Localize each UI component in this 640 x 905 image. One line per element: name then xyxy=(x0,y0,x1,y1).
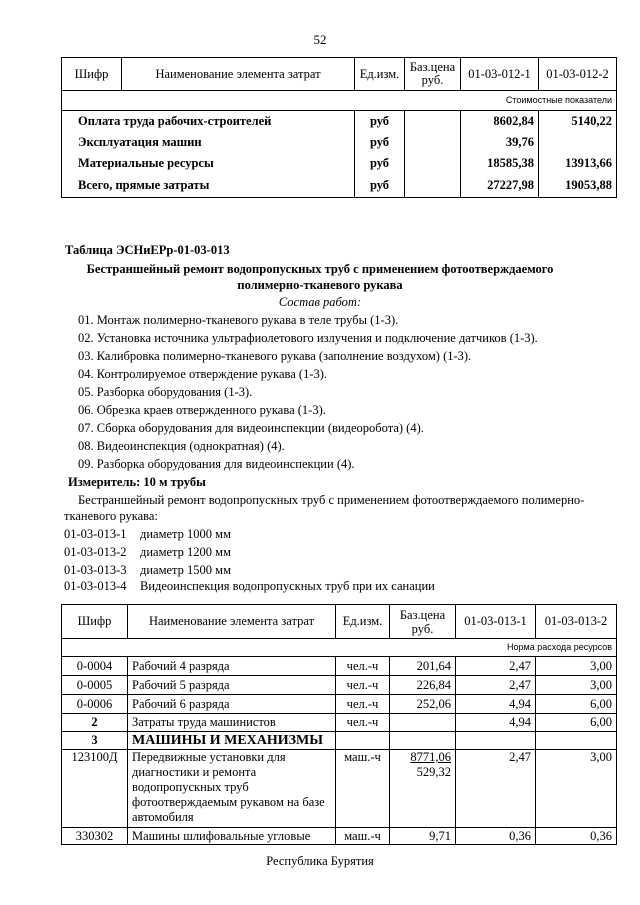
col-header-code: Шифр xyxy=(62,605,128,639)
row-base-price xyxy=(405,132,461,153)
code-text: диаметр 1000 мм xyxy=(140,527,231,541)
table-row xyxy=(62,676,617,695)
code-number: 01-03-013-1 xyxy=(64,527,127,541)
row-value-2: 6,00 xyxy=(536,714,617,732)
code-item xyxy=(64,526,231,542)
table-subheader: Норма расхода ресурсов xyxy=(62,639,617,657)
row-name: Передвижные установки для диагностики и ремонта водопропускных труб фотоотверждаемым рукавом на базе автомобиля xyxy=(128,750,336,828)
row-value-1: 4,94 xyxy=(456,695,536,714)
description-line-2: тканевого рукава: xyxy=(64,509,158,523)
row-value-2: 0,36 xyxy=(536,828,617,845)
col-header-name: Наименование элемента затрат xyxy=(128,605,336,639)
row-unit: чел.-ч xyxy=(336,676,390,695)
row-name: Рабочий 6 разряда xyxy=(128,695,336,714)
row-unit: маш.-ч xyxy=(336,750,390,828)
work-item: 03. Калибровка полимерно-тканевого рукава (заполнение воздухом) (1-3). xyxy=(78,349,472,363)
row-name: Рабочий 4 разряда xyxy=(128,657,336,676)
row-unit: маш.-ч xyxy=(336,828,390,845)
code-item xyxy=(64,562,231,578)
code-text: диаметр 1500 мм xyxy=(140,563,231,577)
col-header-rate-2: 01-03-013-2 xyxy=(536,605,617,639)
row-base-price xyxy=(405,111,461,132)
col-header-name: Наименование элемента затрат xyxy=(122,58,355,91)
row-value-2: 6,00 xyxy=(536,695,617,714)
table-row xyxy=(62,714,617,732)
table-row xyxy=(62,695,617,714)
row-code: 2 xyxy=(62,714,128,732)
table-header-row xyxy=(62,58,617,91)
col-header-base-price: Баз.цена руб. xyxy=(405,58,461,91)
base-price-primary: 8771,06 xyxy=(410,750,451,764)
row-value-2: 19053,88 xyxy=(539,174,617,198)
row-unit: руб xyxy=(355,153,405,174)
work-item: 09. Разборка оборудования для видеоинспекции (4). xyxy=(78,457,355,471)
row-value-1 xyxy=(456,732,536,750)
row-code: 330302 xyxy=(62,828,128,845)
table-row xyxy=(62,132,617,153)
row-value-1: 2,47 xyxy=(456,657,536,676)
code-item xyxy=(64,578,435,594)
row-unit: руб xyxy=(355,174,405,198)
row-value-2: 3,00 xyxy=(536,657,617,676)
row-base-price xyxy=(405,174,461,198)
row-name: Рабочий 5 разряда xyxy=(128,676,336,695)
work-item: 02. Установка источника ультрафиолетового излучения и подключение датчиков (1-3). xyxy=(78,331,538,345)
table-row xyxy=(62,153,617,174)
row-base-price: 201,64 xyxy=(390,657,456,676)
row-value-1: 2,47 xyxy=(456,676,536,695)
row-name: Всего, прямые затраты xyxy=(62,174,355,198)
row-value-1: 18585,38 xyxy=(461,153,539,174)
meter: Измеритель: 10 м трубы xyxy=(68,475,206,489)
col-header-rate-2: 01-03-012-2 xyxy=(539,58,617,91)
row-value-1: 4,94 xyxy=(456,714,536,732)
row-value-1: 39,76 xyxy=(461,132,539,153)
row-value-2: 5140,22 xyxy=(539,111,617,132)
work-item: 06. Обрезка краев отвержденного рукава (1-3). xyxy=(78,403,326,417)
table-header-row xyxy=(62,605,617,639)
row-code: 0-0004 xyxy=(62,657,128,676)
table-title: Таблица ЭСНиЕРр-01-03-013 xyxy=(65,243,230,257)
row-value-2: 3,00 xyxy=(536,750,617,828)
row-base-price xyxy=(390,732,456,750)
row-value-2: 13913,66 xyxy=(539,153,617,174)
page-footer: Республика Бурятия xyxy=(266,854,374,868)
code-number: 01-03-013-4 xyxy=(64,579,127,593)
row-base-price xyxy=(390,750,456,828)
row-value-1: 0,36 xyxy=(456,828,536,845)
row-unit xyxy=(336,732,390,750)
row-value-1: 27227,98 xyxy=(461,174,539,198)
work-item: 07. Сборка оборудования для видеоинспекции (видеоробота) (4). xyxy=(78,421,424,435)
table-row xyxy=(62,174,617,198)
table-row xyxy=(62,657,617,676)
row-value-2 xyxy=(536,732,617,750)
row-name: Машины шлифовальные угловые xyxy=(128,828,336,845)
row-unit: руб xyxy=(355,132,405,153)
col-header-base-price: Баз.цена руб. xyxy=(390,605,456,639)
row-name: Оплата труда рабочих-строителей xyxy=(62,111,355,132)
code-text: диаметр 1200 мм xyxy=(140,545,231,559)
row-base-price xyxy=(390,714,456,732)
row-name: Эксплуатация машин xyxy=(62,132,355,153)
table-row xyxy=(62,111,617,132)
description-line-1: Бестраншейный ремонт водопропускных труб с применением фотоотверждаемого полимерно- xyxy=(78,493,585,507)
code-number: 01-03-013-2 xyxy=(64,545,127,559)
row-name: МАШИНЫ И МЕХАНИЗМЫ xyxy=(128,732,336,750)
code-number: 01-03-013-3 xyxy=(64,563,127,577)
page-number: 52 xyxy=(313,32,327,47)
base-price-secondary: 529,32 xyxy=(416,765,451,779)
code-item xyxy=(64,544,231,560)
section-title-line-2: полимерно-тканевого рукава xyxy=(237,278,403,292)
work-item: 05. Разборка оборудования (1-3). xyxy=(78,385,253,399)
table-row xyxy=(62,828,617,845)
row-base-price: 252,06 xyxy=(390,695,456,714)
row-value-1: 8602,84 xyxy=(461,111,539,132)
row-value-1: 2,47 xyxy=(456,750,536,828)
row-unit: руб xyxy=(355,111,405,132)
col-header-code: Шифр xyxy=(62,58,122,91)
work-item: 04. Контролируемое отверждение рукава (1-3). xyxy=(78,367,328,381)
resource-norms-table-013 xyxy=(61,604,617,845)
table-row xyxy=(62,732,617,750)
row-base-price: 9,71 xyxy=(390,828,456,845)
row-name: Затраты труда машинистов xyxy=(128,714,336,732)
cost-table-012 xyxy=(61,57,617,198)
table-subheader: Стоимостные показатели xyxy=(62,91,617,111)
row-code: 0-0005 xyxy=(62,676,128,695)
row-code: 3 xyxy=(62,732,128,750)
col-header-rate-1: 01-03-012-1 xyxy=(461,58,539,91)
col-header-unit: Ед.изм. xyxy=(336,605,390,639)
work-item: 08. Видеоинспекция (однократная) (4). xyxy=(78,439,285,453)
row-code: 0-0006 xyxy=(62,695,128,714)
row-value-2 xyxy=(539,132,617,153)
col-header-unit: Ед.изм. xyxy=(355,58,405,91)
row-code: 123100Д xyxy=(62,750,128,828)
row-unit: чел.-ч xyxy=(336,714,390,732)
table-row xyxy=(62,750,617,828)
row-unit: чел.-ч xyxy=(336,657,390,676)
code-text: Видеоинспекция водопропускных труб при их санации xyxy=(140,579,435,593)
row-value-2: 3,00 xyxy=(536,676,617,695)
work-composition-title: Состав работ: xyxy=(278,295,362,309)
row-base-price xyxy=(405,153,461,174)
col-header-rate-1: 01-03-013-1 xyxy=(456,605,536,639)
row-unit: чел.-ч xyxy=(336,695,390,714)
section-title-line-1: Бестраншейный ремонт водопропускных труб с применением фотоотверждаемого xyxy=(86,262,554,276)
row-base-price: 226,84 xyxy=(390,676,456,695)
work-item: 01. Монтаж полимерно-тканевого рукава в теле трубы (1-3). xyxy=(78,313,399,327)
row-name: Материальные ресурсы xyxy=(62,153,355,174)
